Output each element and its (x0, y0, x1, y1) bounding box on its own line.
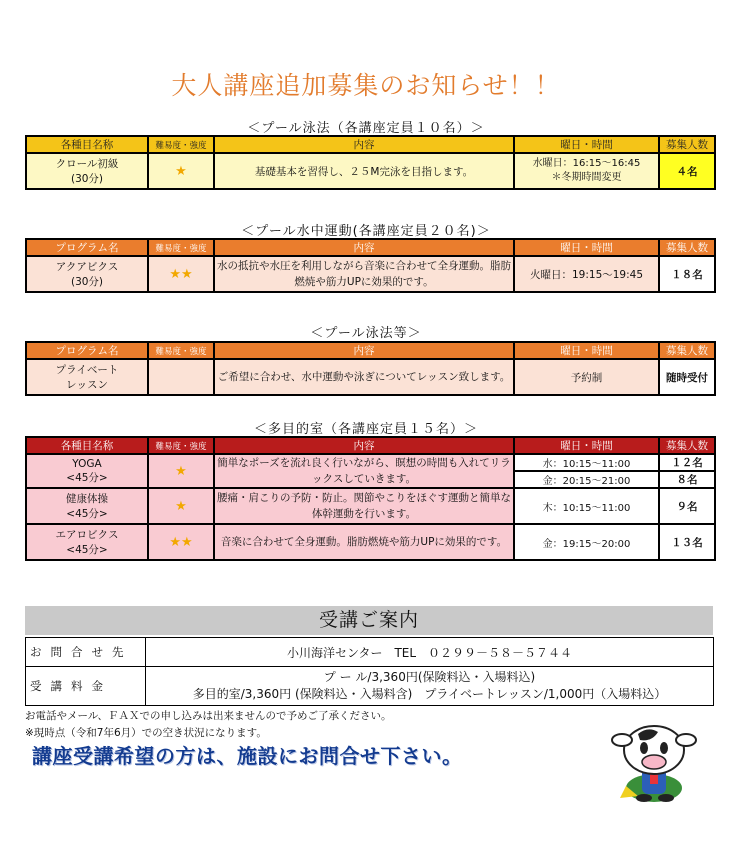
count-cell: ８名 (659, 471, 715, 488)
content-cell: ご希望に合わせ、水中運動や泳ぎについてレッスン致します。 (214, 359, 514, 395)
table-row (26, 638, 714, 667)
time-cell: 水曜日：16:15～16:45 ＊冬期時間変更 (514, 153, 659, 189)
star-icon: ★★ (169, 534, 193, 550)
fee-label: 受講料金 (26, 667, 146, 706)
col-header: 各種目名称 (26, 136, 148, 153)
table-swim (25, 135, 716, 190)
course-name-cell: エアロビクス <45分> (26, 524, 148, 560)
col-header: 内容 (214, 342, 514, 359)
col-header: 曜日・時間 (514, 437, 659, 454)
section-title-studio: ＜多目的室（各講座定員１５名）＞ (253, 422, 478, 437)
note-no-phone: お電話やメール、ＦＡＸでの申し込みは出来ませんので予めご了承ください。 (25, 710, 392, 722)
time-cell: 火曜日：19:15～19:45 (514, 256, 659, 292)
col-header: 募集人数 (659, 136, 715, 153)
guide-table (25, 637, 714, 706)
col-header: 内容 (214, 437, 514, 454)
page-title: 大人講座追加募集のお知らせ！！ (171, 71, 561, 100)
time-cell: 予約制 (514, 359, 659, 395)
col-header: 難易度・強度 (148, 342, 214, 359)
col-header: 難易度・強度 (148, 437, 214, 454)
call-to-action: 講座受講希望の方は、施設にお問合せ下さい。 (32, 744, 463, 768)
course-name-cell: プライベート レッスン (26, 359, 148, 395)
table-row (26, 454, 715, 471)
col-header: 内容 (214, 136, 514, 153)
contact-value: 小川海洋センター TEL ０２９９－５８－５７４４ (146, 638, 714, 667)
difficulty-cell (148, 153, 214, 189)
section-title-private: ＜プール泳法等＞ (310, 326, 422, 341)
col-header: 募集人数 (659, 437, 715, 454)
star-icon: ★ (175, 463, 187, 479)
count-cell: １２名 (659, 454, 715, 471)
count-cell: １３名 (659, 524, 715, 560)
difficulty-cell (148, 524, 214, 560)
count-cell: ４名 (659, 153, 715, 189)
col-header: 曜日・時間 (514, 136, 659, 153)
col-header: 募集人数 (659, 342, 715, 359)
section-title-aqua: ＜プール水中運動(各講座定員２０名)＞ (241, 224, 491, 239)
time-cell: 金：19:15～20:00 (514, 524, 659, 560)
content-cell: 水の抵抗や水圧を利用しながら音楽に合わせて全身運動。脂肪燃焼や筋力UPに効果的です。 (214, 256, 514, 292)
difficulty-cell (148, 488, 214, 524)
difficulty-cell (148, 359, 214, 395)
section-title-swim: ＜プール泳法（各講座定員１０名）＞ (247, 121, 485, 136)
content-cell: 腰痛・肩こりの予防・防止。関節やこりをほぐす運動と簡単な体幹運動を行います。 (214, 488, 514, 524)
content-cell: 音楽に合わせて全身運動。脂肪燃焼や筋力UPに効果的です。 (214, 524, 514, 560)
content-cell: 簡単なポーズを流れ良く行いながら、瞑想の時間も入れてリラックスしていきます。 (214, 454, 514, 488)
col-header: 内容 (214, 239, 514, 256)
cow-mascot-icon (608, 716, 700, 804)
star-icon: ★★ (169, 266, 193, 282)
star-icon: ★ (175, 498, 187, 514)
col-header: プログラム名 (26, 342, 148, 359)
table-row (26, 153, 715, 189)
fee-value: プ ー ル/3,360円(保険料込・入場料込) 多目的室/3,360円 (保険料込・入場料含) プライベートレッスン/1,000円（入場料込） (146, 667, 714, 706)
table-private (25, 341, 716, 396)
table-row (26, 359, 715, 395)
table-row (26, 488, 715, 524)
table-studio (25, 436, 716, 561)
col-header: 難易度・強度 (148, 136, 214, 153)
course-name-cell: クロール初級 (30分) (26, 153, 148, 189)
count-cell: ９名 (659, 488, 715, 524)
col-header: プログラム名 (26, 239, 148, 256)
table-row (26, 256, 715, 292)
col-header: 曜日・時間 (514, 342, 659, 359)
time-cell: 金：20:15～21:00 (514, 471, 659, 488)
course-name-cell: 健康体操 <45分> (26, 488, 148, 524)
col-header: 曜日・時間 (514, 239, 659, 256)
count-cell: 随時受付 (659, 359, 715, 395)
time-cell: 木：10:15～11:00 (514, 488, 659, 524)
count-cell: １８名 (659, 256, 715, 292)
course-name-cell: YOGA <45分> (26, 454, 148, 488)
col-header: 募集人数 (659, 239, 715, 256)
time-cell: 水：10:15～11:00 (514, 454, 659, 471)
table-row (26, 667, 714, 706)
table-aqua (25, 238, 716, 293)
difficulty-cell (148, 256, 214, 292)
col-header: 各種目名称 (26, 437, 148, 454)
note-availability: ※現時点（令和7年6月）での空き状況になります。 (25, 727, 267, 739)
star-icon: ★ (175, 163, 187, 179)
guide-heading: 受講ご案内 (25, 606, 713, 635)
contact-label: お問合せ先 (26, 638, 146, 667)
content-cell: 基礎基本を習得し、２５M完泳を目指します。 (214, 153, 514, 189)
table-row (26, 524, 715, 560)
course-name-cell: アクアビクス (30分) (26, 256, 148, 292)
col-header: 難易度・強度 (148, 239, 214, 256)
difficulty-cell (148, 454, 214, 488)
